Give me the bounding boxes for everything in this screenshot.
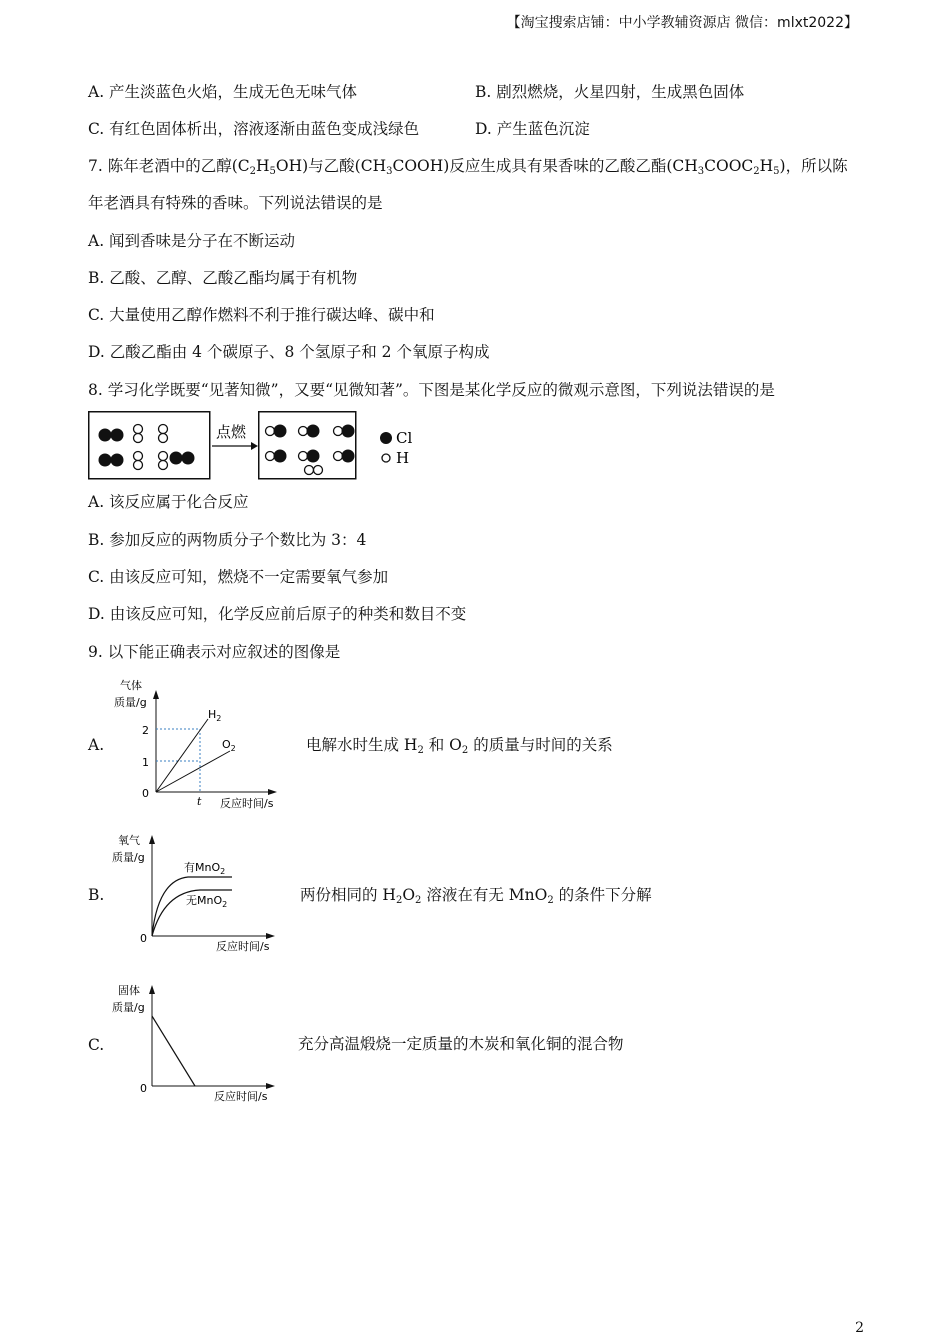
- q9-b-graph: [110, 828, 290, 958]
- x-axis-label: 反应时间/s: [220, 797, 274, 810]
- o2-line: [156, 751, 230, 792]
- hcl-molecule: [266, 450, 287, 463]
- hcl-molecule: [299, 425, 320, 438]
- legend-cl-label: Cl: [396, 429, 413, 447]
- arrow-label: 点燃: [216, 423, 247, 441]
- curve-label: 无MnO$_2$: [186, 894, 228, 909]
- q7-stem-line1: 7. 陈年老酒中的乙醇$(C_2H_5OH)$与乙酸$(CH_3COOH)$反应生成具有果香味的乙酸乙酯$(CH_3COOC_2H_5)$，所以陈: [88, 157, 848, 177]
- origin-label: 0: [142, 787, 149, 800]
- legend-h-dot: [382, 454, 390, 462]
- q7-option-b: B. 乙酸、乙醇、乙酸乙酯均属于有机物: [88, 269, 358, 287]
- q9-c-label: C.: [88, 1036, 105, 1054]
- cl2-molecule: [170, 452, 195, 465]
- q8-option-c: C. 由该反应可知，燃烧不一定需要氧气参加: [88, 568, 389, 586]
- h2-molecule: [159, 425, 168, 443]
- q6-option-d: D. 产生蓝色沉淀: [475, 120, 590, 138]
- q7-option-a: A. 闻到香味是分子在不断运动: [88, 232, 296, 250]
- h2-molecule: [134, 425, 143, 443]
- q6-option-c: C. 有红色固体析出，溶液逐渐由蓝色变成浅绿色: [88, 120, 420, 138]
- q9-b-label: B.: [88, 886, 105, 904]
- origin-label: 0: [140, 1082, 147, 1095]
- cl2-molecule: [99, 429, 124, 442]
- y-axis-label: 固体: [118, 984, 140, 997]
- q7-option-c: C. 大量使用乙醇作燃料不利于推行碳达峰、碳中和: [88, 306, 435, 324]
- q9-c-description: 充分高温煅烧一定质量的木炭和氧化铜的混合物: [298, 1035, 624, 1053]
- y-axis-label: 质量/g: [114, 696, 147, 709]
- cl2-molecule: [99, 454, 124, 467]
- q7-stem-line2: 年老酒具有特殊的香味。下列说法错误的是: [88, 194, 383, 212]
- origin-label: 0: [140, 932, 147, 945]
- o2-label: $O_2$: [222, 738, 236, 753]
- q9-a-description: 电解水时生成 $H_2$ 和 $O_2$ 的质量与时间的关系: [306, 736, 613, 756]
- y-tick: 1: [142, 756, 149, 769]
- x-tick: t: [197, 795, 202, 808]
- q8-molecule-diagram: [88, 410, 428, 482]
- solid-mass-line: [152, 1016, 195, 1086]
- x-axis-label: 反应时间/s: [216, 940, 270, 953]
- h2-molecule: [159, 452, 168, 470]
- y-axis-label: 气体: [120, 679, 142, 692]
- q8-option-a: A. 该反应属于化合反应: [88, 493, 249, 511]
- q9-b-description: 两份相同的 $H_2O_2$ 溶液在有无 MnO$_2$ 的条件下分解: [300, 886, 652, 906]
- q8-option-d: D. 由该反应可知，化学反应前后原子的种类和数目不变: [88, 605, 467, 623]
- hcl-molecule: [334, 450, 355, 463]
- q9-c-graph: [110, 978, 290, 1108]
- q9-a-label: A.: [88, 736, 105, 754]
- x-axis-label: 反应时间/s: [214, 1090, 268, 1103]
- legend-h-label: H: [396, 449, 410, 467]
- q6-option-a: A. 产生淡蓝色火焰，生成无色无味气体: [88, 83, 358, 101]
- q8-stem: 8. 学习化学既要“见著知微”，又要“见微知著”。下图是某化学反应的微观示意图，下列说法错误的是: [88, 381, 775, 399]
- q8-option-b: B. 参加反应的两物质分子个数比为 3：4: [88, 531, 367, 549]
- hcl-molecule: [266, 425, 287, 438]
- y-tick: 2: [142, 724, 149, 737]
- hcl-molecule: [299, 450, 320, 463]
- y-axis-label: 质量/g: [112, 1001, 145, 1014]
- curve-label: 有MnO$_2$: [184, 861, 226, 876]
- reactant-box: [89, 412, 210, 479]
- legend-cl-dot: [380, 432, 392, 444]
- hcl-molecule: [334, 425, 355, 438]
- q7-option-d: D. 乙酸乙酯由 4 个碳原子、8 个氢原子和 2 个氧原子构成: [88, 343, 490, 361]
- page-number: 2: [855, 1320, 864, 1336]
- h2-molecule: [305, 466, 323, 475]
- h2-molecule: [134, 452, 143, 470]
- y-axis-label: 氧气: [118, 834, 140, 847]
- page-header: 【淘宝搜索店铺：中小学教辅资源店 微信：mlxt2022】: [506, 15, 858, 31]
- h2-label: $H_2$: [208, 708, 222, 723]
- q6-option-b: B. 剧烈燃烧，火星四射，生成黑色固体: [475, 83, 745, 101]
- y-axis-label: 质量/g: [112, 851, 145, 864]
- q9-stem: 9. 以下能正确表示对应叙述的图像是: [88, 643, 341, 661]
- q9-a-graph: [110, 675, 290, 815]
